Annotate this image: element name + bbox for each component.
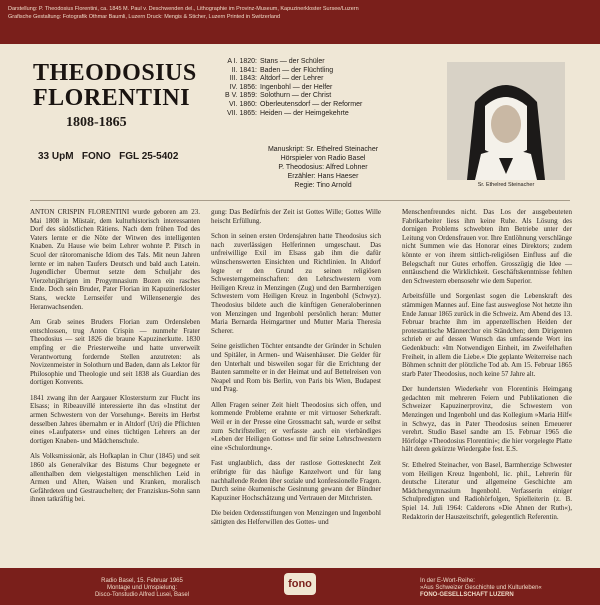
paragraph: Die beiden Ordensstiftungen von Menzingen und Ingenbohl sättigten des Helferwillen des Gottes- und bbox=[211, 509, 381, 526]
nun-portrait-photo bbox=[447, 62, 565, 180]
track-number: VII. 1865: bbox=[227, 109, 257, 117]
label-name: FONO bbox=[81, 151, 111, 162]
paragraph: Der hundertsten Wiederkehr von Florentinis Heimgang gedachten mit mehreren Feiern und Publikationen die Schweizer Kapuzinerprovinz, die Schwestern von Menzingen und Ingenbohl und das Kollegium »Maria Hilf« in Schwyz, das in Pater Theodosius seinen Erneuerer verehrt. Studio Basel sandte am 15. Februar 1965 die Hörfolge »Theodosius Florentini«; die hier vorgelegte Platte hält deren gekürzte Wiedergabe fest. E.S. bbox=[402, 385, 572, 454]
cast-line: Erzähler: Hans Haeser bbox=[287, 173, 359, 180]
credits-line: Darstellung: P. Theodosius Florentini, ca. 1845 M. Paul v. Deschwenden del., Lithographie im Provinz-Museum, Kapuzinerkloster Sursee/Luzern bbox=[8, 6, 359, 12]
track-item bbox=[225, 110, 362, 119]
track-title: Oberleutensdorf — der Reformer bbox=[260, 100, 363, 108]
track-list bbox=[225, 58, 362, 118]
track-item bbox=[225, 92, 362, 101]
series-line: »Aus Schweizer Geschichte und Kulturleben« bbox=[420, 585, 542, 591]
paragraph: Allen Fragen seiner Zeit hielt Theodosius sich offen, und kommende Probleme erahnte er mit virtuoser Seherkraft. Weil er in der Presse eine Grossmacht sah, wurde er selbst zum Schriftsteller; er verfasste auch ein vierbändiges »Leben der Heiligen Gottes« und für seine Lehrschwestern eine »Schulordnung«. bbox=[211, 400, 381, 452]
catalog-info bbox=[38, 151, 178, 162]
track-number: VI. 1860: bbox=[228, 100, 257, 108]
paragraph: Als Volksmissionär, als Hofkaplan in Chur (1845) und seit 1860 als Generalvikar des Bistums Chur begegnete er allenthalben dem vielgestaltigen menschlichen Leid in Armen und Alten, Waisen und Kranken, moralisch Gefährdeten und Gestrauchelten; der Franziskus-Sohn sann ihnen tatkräftig bei. bbox=[30, 452, 200, 504]
track-title: Ingenbohl — der Helfer bbox=[260, 83, 333, 91]
credits-header bbox=[8, 6, 598, 21]
credits-line: Grafische Gestaltung: Fotografik Othmar Baumli, Luzern Druck: Mengis & Sticher, Luzern Printed in Switzerland bbox=[8, 13, 281, 20]
track-item bbox=[225, 75, 362, 84]
paragraph: Fast unglaublich, dass der rastlose Gottesknecht Zeit erübrigte für das häufige Kanzelwort und für lang nachhallende Reden über soziale und konfessionelle Fragen. Durch seine ökumenische Gesinnung gewann der Bündner Kapuziner Hochschätzung und Vertrauen der Mitchristen. bbox=[211, 459, 381, 502]
track-item bbox=[225, 67, 362, 76]
publisher-name: FONO-GESELLSCHAFT LUZERN bbox=[420, 592, 514, 598]
track-number: III. 1843: bbox=[229, 75, 257, 83]
text-column-2 bbox=[211, 208, 381, 534]
track-title: Solothurn — der Christ bbox=[260, 92, 332, 100]
track-number: B V. 1859: bbox=[225, 92, 258, 100]
cast-line: P. Theodosius: Alfred Lohner bbox=[278, 164, 368, 171]
cast-credits bbox=[267, 145, 379, 190]
series-info bbox=[420, 578, 590, 599]
track-item bbox=[225, 58, 362, 67]
paragraph: Am Grab seines Bruders Florian zum Ordensleben entschlossen, trug Anton Crispin — nunmehr Frater Theodosius — seit 1826 die braune Kapuzinerkutte. 1830 empfing er die Priesterweihe und hatte unverweilt Verantwortung fordernde Stellen anzutreten: als Novizenmeister in Solothurn und Baden, dann als Lektor für Philosophie und Theologie und seit 1838 als Guardian des dortigen Konvents. bbox=[30, 318, 200, 387]
paragraph: ANTON CRISPIN FLORENTINI wurde geboren am 23. Mai 1808 in Müstair, dem kulturhistorisch interessanten Dorf des südöstlichen Rätiens. Nach dem frühen Tod des Vaters lernte er die Nöte der Witwen des intelligenten Knaben. Zu Hause wie beim Lehrer wohnte P. Pitsch in Scuol der rätoromanische Idiom des Tals. Mit neun Jahren lernte er im nahen Taufers Deutsch und bald auch Latein. Jugendlicher Übermut setzte dem Schuljahr des Vierzehnjährigen im Progymnasium Bozen ein rasches Ende. Doch sein Bruder, Pater Florian im Kapuzinerkloster Stans, weckte Lernseifer und Willensenergie des Heranwachsenden. bbox=[30, 208, 200, 311]
recording-info bbox=[27, 578, 257, 599]
track-number: II. 1841: bbox=[231, 66, 257, 74]
track-number: A I. 1820: bbox=[227, 58, 257, 65]
author-bio: Sr. Ethelred Steinacher, von Basel, Barmherzige Schwester vom Heiligen Kreuz Ingenbohl, lic. phil., Lehrerin für deutsche Literatur und allgemeine Geschichte am Mädchengymnasium Ingenbohl. Verfasserin einiger Schulpredigten und Radiohörfolgen, Spielleiterin (z. B. Spiel 14. Juli 1964: Calderons »Die Ahnen der Ruth«), Redaktorin der Hauszeitschrift, gelegentlich Referentin. bbox=[402, 461, 572, 521]
track-number: IV. 1856: bbox=[229, 83, 257, 91]
track-title: Baden — der Flüchtling bbox=[260, 66, 334, 74]
track-title: Stans — der Schüler bbox=[260, 58, 325, 65]
title-line: THEODOSIUS bbox=[33, 60, 197, 86]
divider bbox=[30, 200, 570, 201]
cast-line: Hörspieler von Radio Basel bbox=[280, 155, 366, 162]
track-title: Heiden — der Heimgekehrte bbox=[260, 109, 349, 117]
record-title bbox=[33, 61, 197, 111]
paragraph: Schon in seinen ersten Ordensjahren hatte Theodosius sich nach zuverlässigen Helferinnen umgeschaut. Das unfreiwillige Exil im Elsass gab ihm die dafür wünschenswerten Einsichten und Richtlinien. In Altdorf legte er den Grund zu seinen religiösen Schwesterngemeinschaften: den Lehrschwestern vom Heiligen Kreuz in Menzingen (Zug) und den Barmherzigen Schwestern vom Heiligen Kreuz in Ingenbohl (Schwyz). Theodosius bildete auch die künftigen Generaloberinnen von Menzingen und Ingenbohl persönlich heran: Mutter Maria Bernarda Heimgartner und Mutter Maria Theresia Scherer. bbox=[211, 232, 381, 335]
record-speed: 33 UpM bbox=[38, 151, 74, 162]
cast-line: Regie: Tino Arnold bbox=[294, 182, 352, 189]
track-item bbox=[225, 101, 362, 110]
recording-line: Radio Basel, 15. Februar 1965 bbox=[101, 578, 183, 584]
track-title: Altdorf — der Lehrer bbox=[260, 75, 324, 83]
track-item bbox=[225, 84, 362, 93]
life-years: 1808-1865 bbox=[66, 115, 127, 130]
paragraph: 1841 zwang ihn der Aargauer Klostersturm zur Flucht ins Elsass; in Ribeauvillé interessierte ihn das »Institut der armen Schwestern von der Vorsehung«. Bereits im Herbst desselben Jahres übernahm er in Altdorf (Uri) die Pflichten eines »Laufpaters« und eines tüchtigen Lehrers an der dortigen Knaben- und Mädchenschule. bbox=[30, 393, 200, 445]
text-column-3 bbox=[402, 208, 572, 528]
recording-line: Disco-Tonstudio Alfred Lusei, Basel bbox=[94, 592, 190, 598]
series-line: In der E-Wort-Reihe: bbox=[420, 578, 475, 584]
catalog-number: FGL 25-5402 bbox=[119, 151, 179, 162]
recording-line: Montage und Umspielung: bbox=[106, 585, 178, 591]
paragraph: Menschenfreundes nicht. Das Los der ausgebeuteten Fabrikarbeiter liess ihm keine Ruhe. Als Lösung des dornigen Problems schwebten ihm Betriebe unter der Leitung von Ordensfrauen vor. Ihre Entlöhnung verschlänge nicht Summen wie das Honorar eines Direktors; zudem könnte er von ihrem sittlich-religiösen Einfluss auf die Belegschaft nur Gutes erhoffen. Grosszügig die Idee — enttäuschend die Wirklichkeit. Geschäftskenntnisse fehlten den Schwestern ebensosehr wie dem Superior. bbox=[402, 208, 572, 285]
text-column-1 bbox=[30, 208, 200, 511]
liner-notes-sheet bbox=[0, 44, 600, 568]
title-line: FLORENTINI bbox=[33, 85, 191, 111]
photo-caption: Sr. Ethelred Steinacher bbox=[477, 182, 535, 188]
paragraph: Arbeitsfülle und Sorgenlast sogen die Lebenskraft des stämmigen Mannes auf. Eine fast ausweglose Not hetzte ihn Ende Januar 1865 zurück in die Schweiz. Am Abend des 13. Februar brachte ihm im appenzellischen Heiden der protestantische Männerchor ein Ständchen; dem Dirigenten schrieb er auf dessen Wunsch das umfassende Wort ins Gedenkbuch: »Im Notwendigen Einheit, im Zweifelhaften Freiheit, in allem die Liebe.« Die geplante Weiterreise nach Böhmen schnitt der plötzliche Tod ab. Am 15. Februar 1865 starb Pater Theodosius, noch keine 57 Jahre alt. bbox=[402, 292, 572, 378]
cast-line: Manuskript: Sr. Ethelred Steinacher bbox=[267, 146, 379, 153]
paragraph: Seine geistlichen Töchter entsandte der Gründer in Schulen und Spitäler, in Armen- und Waisenhäuser. Die Gelder für den Unterhalt und bisweilen sogar für die Errichtung der Bauten sammelte er in der Heimat und auf Bettelreisen von Neapel und Rom bis Berlin, von Paris bis Wien, Budapest und Prag. bbox=[211, 342, 381, 394]
paragraph: gung: Das Bedürfnis der Zeit ist Gottes Wille; Gottes Wille heischt Erfüllung. bbox=[211, 208, 381, 225]
nun-portrait-image bbox=[447, 62, 565, 180]
fono-logo: fono bbox=[284, 573, 316, 595]
